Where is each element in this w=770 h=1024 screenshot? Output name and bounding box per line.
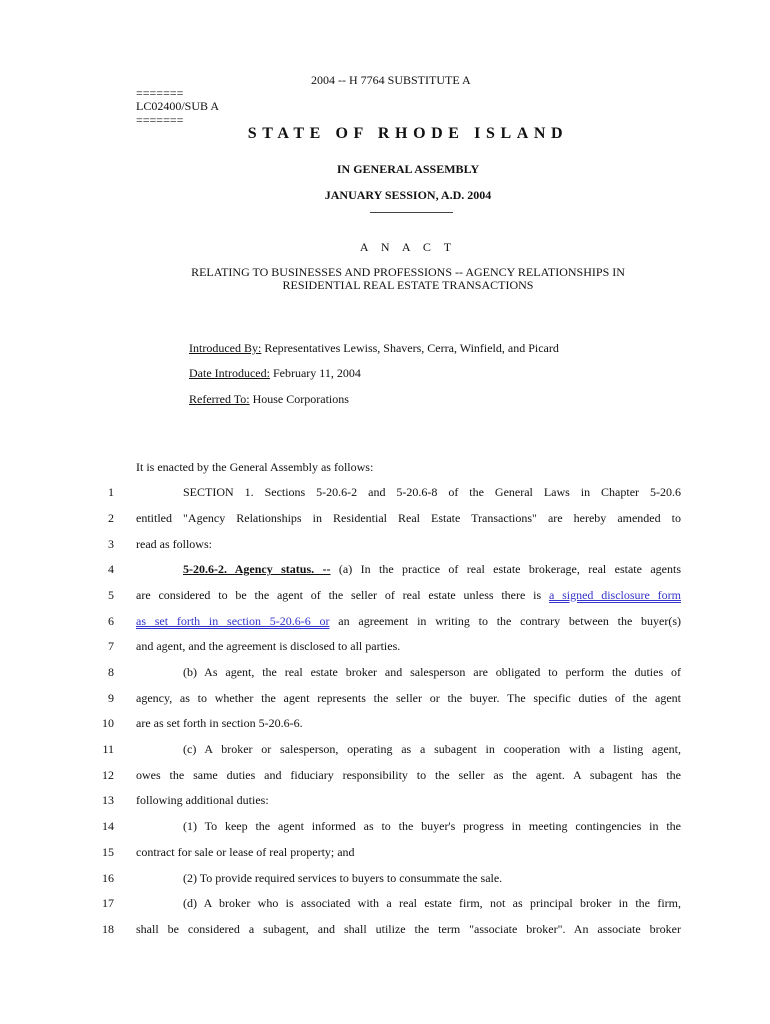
introduced-by-value: Representatives Lewiss, Shavers, Cerra, Winfield, and Picard xyxy=(261,341,559,355)
body-line: (2) To provide required services to buyers to consummate the sale. xyxy=(183,871,503,885)
introduced-by xyxy=(189,341,559,356)
body-text: an agreement in writing to the contrary between the buyer(s) xyxy=(329,614,682,628)
inserted-text: as set forth in section 5-20.6-6 or xyxy=(136,614,330,628)
referred-to xyxy=(189,392,349,407)
date-introduced xyxy=(189,366,361,381)
body-line xyxy=(136,614,681,629)
body-line: entitled "Agency Relationships in Residential Real Estate Transactions" are hereby amended to xyxy=(136,511,681,525)
body-line: (b) As agent, the real estate broker and salesperson are obligated to perform the duties of xyxy=(183,665,681,679)
enacting-clause: It is enacted by the General Assembly as follows: xyxy=(136,460,374,474)
body-line: following additional duties: xyxy=(136,793,269,807)
body-line: owes the same duties and fiduciary responsibility to the seller as the agent. A subagent has the xyxy=(136,768,681,782)
line-number: 17 xyxy=(102,896,114,910)
line-number: 4 xyxy=(108,562,114,576)
line-number: 12 xyxy=(102,768,114,782)
line-number: 10 xyxy=(102,716,114,730)
line-number: 3 xyxy=(108,537,114,551)
session-heading: JANUARY SESSION, A.D. 2004 xyxy=(324,188,492,202)
body-line: (d) A broker who is associated with a real estate firm, not as principal broker in the firm, xyxy=(183,896,681,910)
date-introduced-label: Date Introduced: xyxy=(189,366,270,380)
body-line: agency, as to whether the agent represents the seller or the buyer. The specific duties of the agent xyxy=(136,691,681,705)
body-text: (a) In the practice of real estate brokerage, real estate agents xyxy=(330,562,681,576)
referred-to-label: Referred To: xyxy=(189,392,250,406)
bill-id: 2004 -- H 7764 SUBSTITUTE A xyxy=(311,73,471,87)
body-line: SECTION 1. Sections 5-20.6-2 and 5-20.6-8 of the General Laws in Chapter 5-20.6 xyxy=(183,485,681,499)
body-line: (1) To keep the agent informed as to the buyer's progress in meeting contingencies in the xyxy=(183,819,681,833)
assembly-heading: IN GENERAL ASSEMBLY xyxy=(336,162,480,176)
line-number: 14 xyxy=(102,819,114,833)
line-number: 7 xyxy=(108,639,114,653)
subject-line-1: RELATING TO BUSINESSES AND PROFESSIONS -- AGENCY RELATIONSHIPS IN xyxy=(191,265,625,279)
line-number: 1 xyxy=(108,485,114,499)
body-line xyxy=(136,588,681,603)
date-introduced-value: February 11, 2004 xyxy=(269,366,361,380)
body-line: (c) A broker or salesperson, operating as a subagent in cooperation with a listing agent, xyxy=(183,742,681,756)
rule-mark-bottom: ======= xyxy=(136,113,184,127)
line-number: 6 xyxy=(108,614,114,628)
rule-mark-top: ======= xyxy=(136,86,184,100)
act-heading: A N A C T xyxy=(359,240,457,254)
introduced-by-label: Introduced By: xyxy=(189,341,262,355)
lc-number: LC02400/SUB A xyxy=(136,99,220,113)
line-number: 15 xyxy=(102,845,114,859)
body-line: and agent, and the agreement is disclosed to all parties. xyxy=(136,639,401,653)
line-number: 16 xyxy=(102,871,114,885)
body-line: shall be considered a subagent, and shall utilize the term "associate broker". An associate broker xyxy=(136,922,681,936)
body-line: read as follows: xyxy=(136,537,212,551)
referred-to-value: House Corporations xyxy=(249,392,349,406)
subject-line-2: RESIDENTIAL REAL ESTATE TRANSACTIONS xyxy=(282,278,534,292)
line-number: 13 xyxy=(102,793,114,807)
line-number: 8 xyxy=(108,665,114,679)
inserted-text: a signed disclosure form xyxy=(548,588,682,602)
state-title: STATE OF RHODE ISLAND xyxy=(247,125,569,142)
body-text: are considered to be the agent of the seller of real estate unless there is xyxy=(136,588,549,602)
body-line: contract for sale or lease of real property; and xyxy=(136,845,355,859)
body-line: are as set forth in section 5-20.6-6. xyxy=(136,716,303,730)
body-line xyxy=(136,562,681,577)
line-number: 2 xyxy=(108,511,114,525)
line-number: 9 xyxy=(108,691,114,705)
line-number: 18 xyxy=(102,922,114,936)
title-divider xyxy=(370,212,453,213)
section-heading: 5-20.6-2. Agency status. -- xyxy=(183,562,331,576)
line-number: 5 xyxy=(108,588,114,602)
line-number: 11 xyxy=(102,742,114,756)
